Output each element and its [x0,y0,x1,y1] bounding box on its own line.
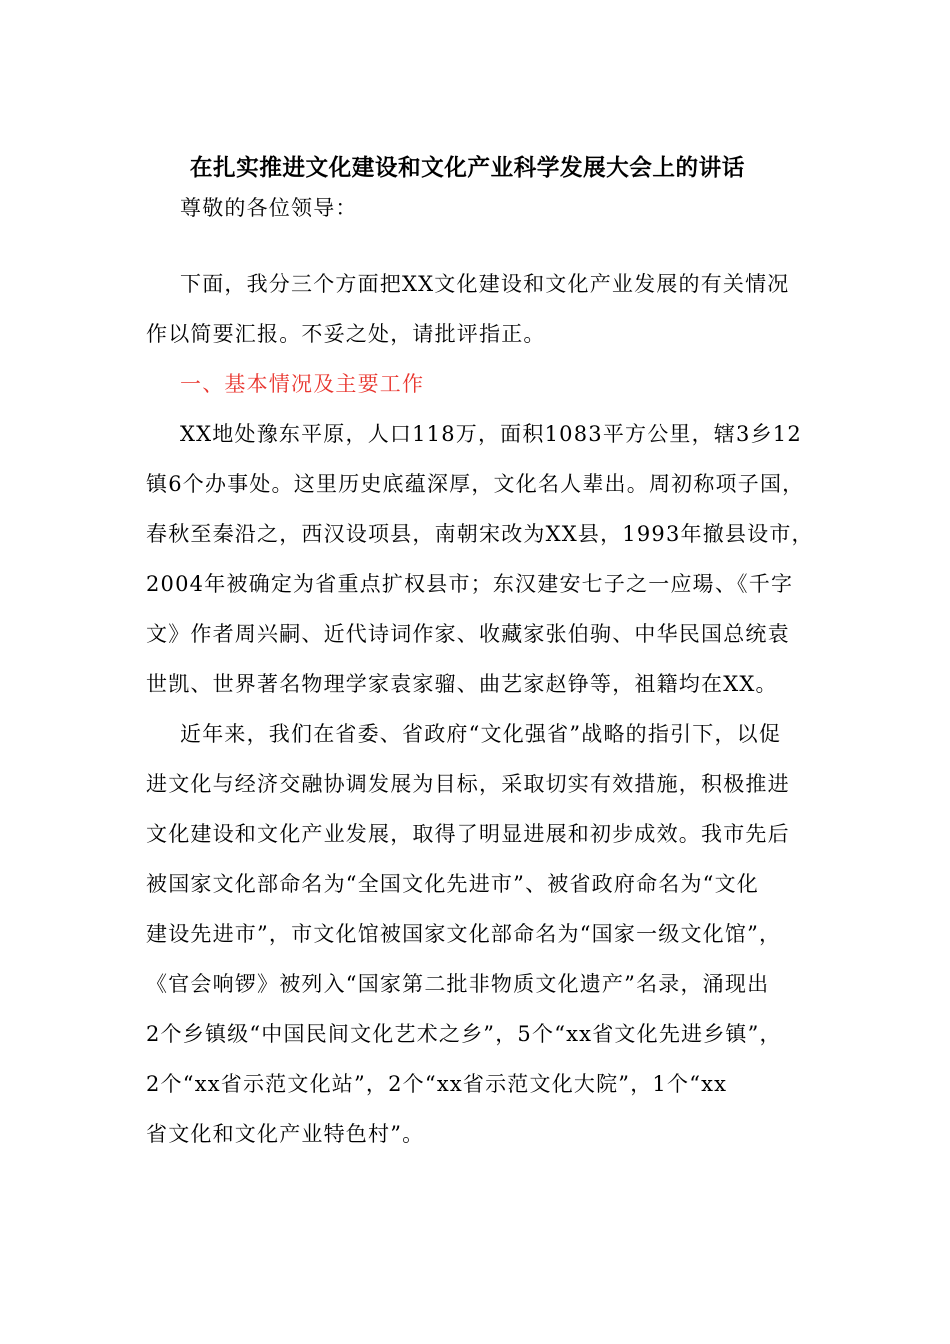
paragraph-line: 进文化与经济交融协调发展为目标，采取切实有效措施，积极推进 [146,772,790,796]
paragraph-line: 《官会响锣》被列入“国家第二批非物质文化遗产”名录，涌现出 [146,972,770,996]
paragraph-line: 2个“xx省示范文化站”，2个“xx省示范文化大院”，1个“xx [146,1072,728,1096]
paragraph-line: 省文化和文化产业特色村”。 [146,1122,425,1146]
paragraph-line: 文》作者周兴嗣、近代诗词作家、收藏家张伯驹、中华民国总统袁 [146,622,790,646]
paragraph-line: 被国家文化部命名为“全国文化先进市”、被省政府命名为“文化 [146,872,760,896]
section-heading: 一、基本情况及主要工作 [180,372,425,396]
page-title: 在扎实推进文化建设和文化产业科学发展大会上的讲话 [189,154,745,181]
paragraph-line: 下面，我分三个方面把XX文化建设和文化产业发展的有关情况 [180,272,790,296]
paragraph-line: 春秋至秦沿之，西汉设项县，南朝宋改为XX县，1993年撤县设市， [146,522,814,546]
paragraph-line: 文化建设和文化产业发展，取得了明显进展和初步成效。我市先后 [146,822,790,846]
paragraph-line: 2个乡镇级“中国民间文化艺术之乡”，5个“xx省文化先进乡镇”， [146,1022,782,1046]
salutation: 尊敬的各位领导： [180,196,358,220]
paragraph-line: 作以简要汇报。不妥之处，请批评指正。 [146,322,546,346]
paragraph-line: 镇6个办事处。这里历史底蕴深厚，文化名人辈出。周初称项子国， [146,472,805,496]
paragraph-line: XX地处豫东平原，人口118万，面积1083平方公里，辖3乡12 [180,422,802,446]
paragraph-line: 建设先进市”，市文化馆被国家文化部命名为“国家一级文化馆”， [146,922,782,946]
paragraph-line: 近年来，我们在省委、省政府“文化强省”战略的指引下，以促 [180,722,782,746]
paragraph-line: 世凯、世界著名物理学家袁家骝、曲艺家赵铮等，祖籍均在XX。 [146,672,778,696]
paragraph-line: 2004年被确定为省重点扩权县市；东汉建安七子之一应瑒、《千字 [146,572,794,596]
